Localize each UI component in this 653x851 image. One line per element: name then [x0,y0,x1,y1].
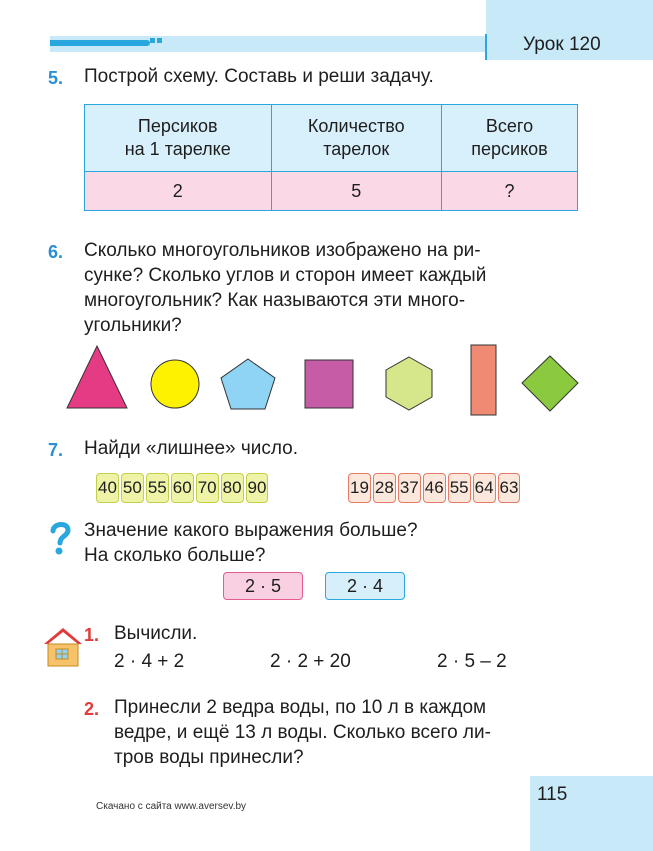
rectangle-shape [471,345,496,415]
number-chip: 19 [348,473,371,503]
number-chip: 55 [448,473,471,503]
triangle-shape [67,346,127,408]
task5-table [84,104,578,211]
number-chip: 80 [221,473,244,503]
task5-text: Построй схему. Составь и реши задачу. [84,66,434,87]
number-chip: 28 [373,473,396,503]
hexagon-shape [386,357,432,410]
number-chip: 64 [473,473,496,503]
number-group-2 [348,473,522,503]
number-group-1 [96,473,270,503]
home1-expression: 2 · 2 + 20 [270,651,351,672]
footer-source: Скачано с сайта www.aversev.by [96,801,247,812]
number-chip: 70 [196,473,219,503]
question-text: Значение какого выражения больше? На сколько больше? [84,520,418,566]
rhombus-shape [522,356,578,411]
task5-number: 5. [48,68,64,88]
header-accent-bar [50,40,150,46]
number-chip: 46 [423,473,446,503]
table-row [85,172,578,211]
task7-text: Найди «лишнее» число. [84,438,299,459]
question-mark-icon [48,520,72,556]
lesson-divider [485,34,487,60]
number-chip: 55 [146,473,169,503]
expression-card: 2 · 4 [325,572,405,600]
square-shape [305,360,353,408]
house-icon [42,624,84,670]
home2-number: 2. [84,699,100,719]
task7-number: 7. [48,440,64,460]
polygons-figure [0,340,653,425]
table-header-cell: Всего персиков [442,105,578,172]
task6-number: 6. [48,242,64,262]
table-cell: 5 [271,172,442,211]
home2-text: Принесли 2 ведра воды, по 10 л в каждом ведре, и ещё 13 л воды. Сколько всего ли- тров воды принесли? [114,697,491,768]
table-cell: ? [442,172,578,211]
circle-shape [151,360,199,408]
home1-text: Вычисли. [114,623,198,644]
expression-card: 2 · 5 [223,572,303,600]
table-header-cell: Количество тарелок [271,105,442,172]
page-number: 115 [537,784,568,805]
table-header-row [85,105,578,172]
lesson-label: Урок 120 [523,34,601,55]
home1-expression: 2 · 4 + 2 [114,651,185,672]
header-dot [157,38,162,43]
number-chip: 40 [96,473,119,503]
home1-number: 1. [84,625,100,645]
header-dot [150,38,155,43]
number-chip: 63 [498,473,521,503]
number-chip: 60 [171,473,194,503]
table-header-cell: Персиков на 1 тарелке [85,105,272,172]
number-chip: 37 [398,473,421,503]
table-cell: 2 [85,172,272,211]
home1-expression: 2 · 5 – 2 [437,651,507,672]
pentagon-shape [221,359,275,409]
task6-text: Сколько многоугольников изображено на ри- сунке? Сколько углов и сторон имеет каждый многоугольник? Как называются эти много- угольники? [84,240,487,336]
number-chip: 90 [246,473,269,503]
number-chip: 50 [121,473,144,503]
